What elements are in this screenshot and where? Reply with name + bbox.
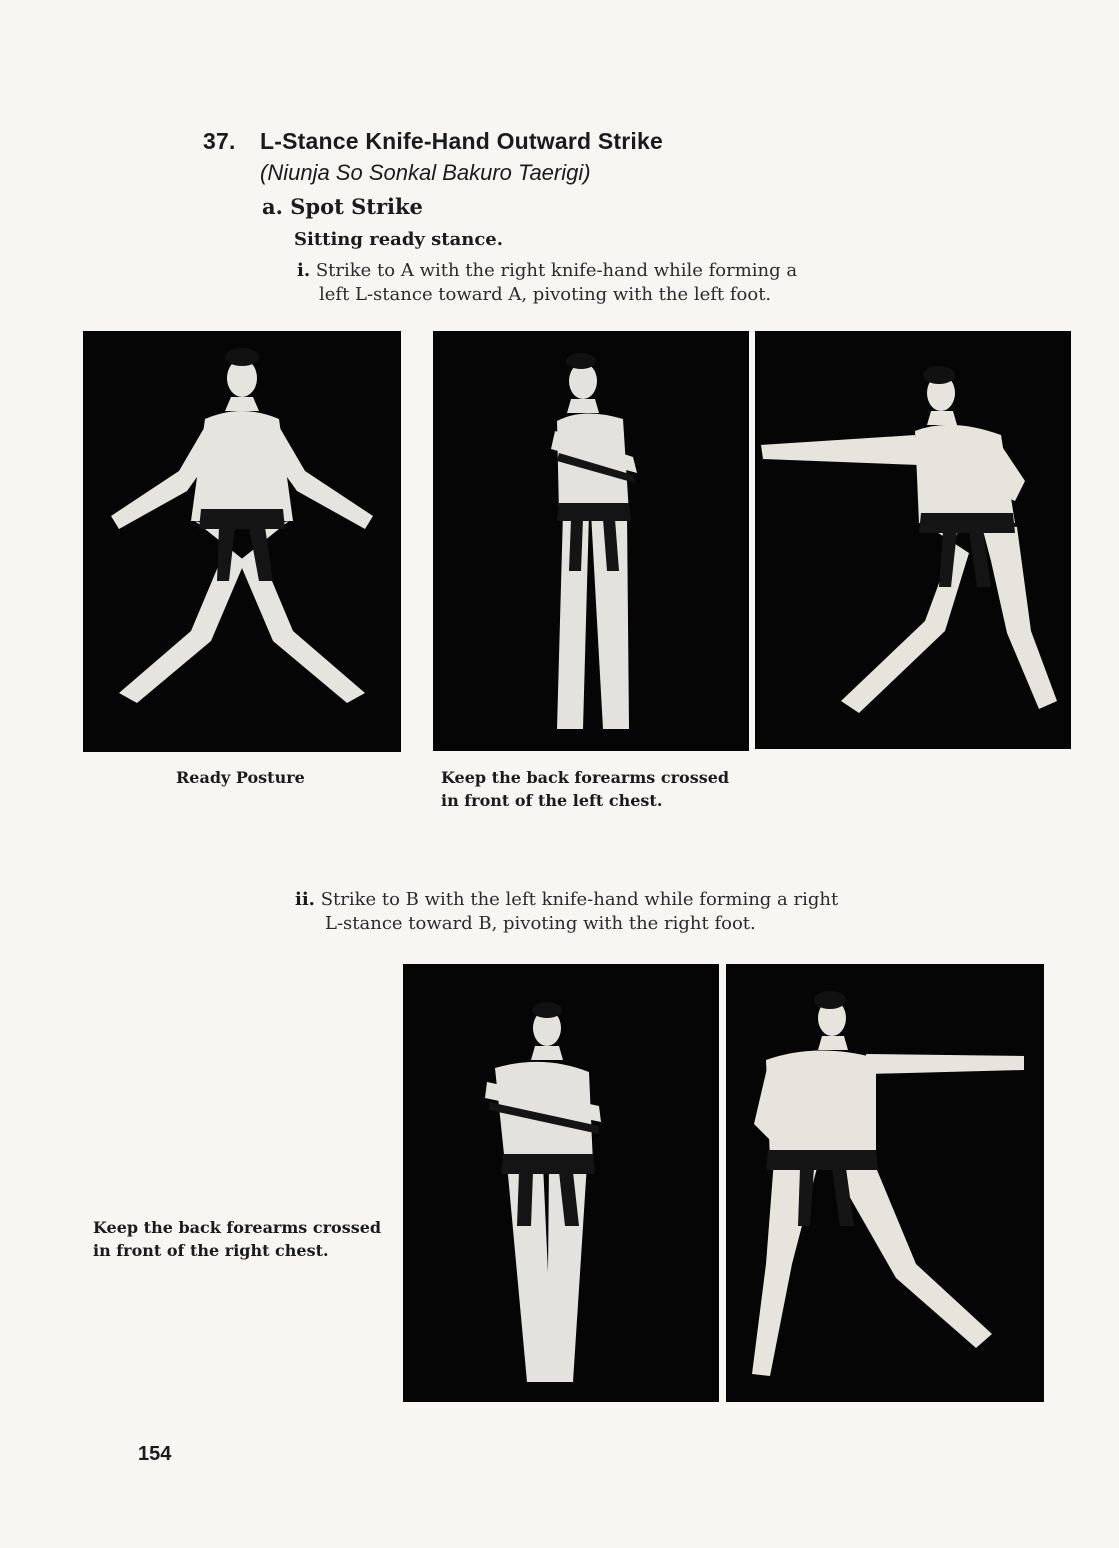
caption-cross-right <box>93 1216 381 1262</box>
section-title: L-Stance Knife-Hand Outward Strike <box>260 128 663 154</box>
step-i <box>297 259 797 307</box>
step-text-line1: Strike to B with the left knife-hand while forming a right <box>320 889 839 910</box>
step-text-line2: L-stance toward B, pivoting with the right foot. <box>325 913 756 934</box>
step-marker: ii. <box>295 889 315 910</box>
right-knife-hand-strike-photo <box>755 331 1071 749</box>
left-knife-hand-strike-photo <box>726 964 1044 1402</box>
caption-line: Keep the back forearms crossed <box>441 768 730 787</box>
caption-line: Keep the back forearms crossed <box>93 1218 382 1237</box>
caption-ready-posture: Ready Posture <box>176 768 305 787</box>
caption-line: in front of the left chest. <box>441 791 663 810</box>
forearms-crossed-right-photo <box>403 964 719 1402</box>
step-text-line2: left L-stance toward A, pivoting with the left foot. <box>319 284 772 305</box>
ready-stance-label: Sitting ready stance. <box>294 229 504 250</box>
subsection-label: a. Spot Strike <box>262 194 423 219</box>
step-text-line1: Strike to A with the right knife-hand while forming a <box>315 260 798 281</box>
caption-line: in front of the right chest. <box>93 1241 329 1260</box>
korean-name: (Niunja So Sonkal Bakuro Taerigi) <box>260 160 591 185</box>
step-marker: i. <box>297 260 311 281</box>
page-number: 154 <box>138 1443 172 1465</box>
caption-cross-left <box>441 766 729 812</box>
ready-posture-photo <box>83 331 401 752</box>
section-number: 37. <box>203 128 236 154</box>
section-heading <box>203 128 663 155</box>
step-ii <box>295 888 838 936</box>
forearms-crossed-left-photo <box>433 331 749 751</box>
